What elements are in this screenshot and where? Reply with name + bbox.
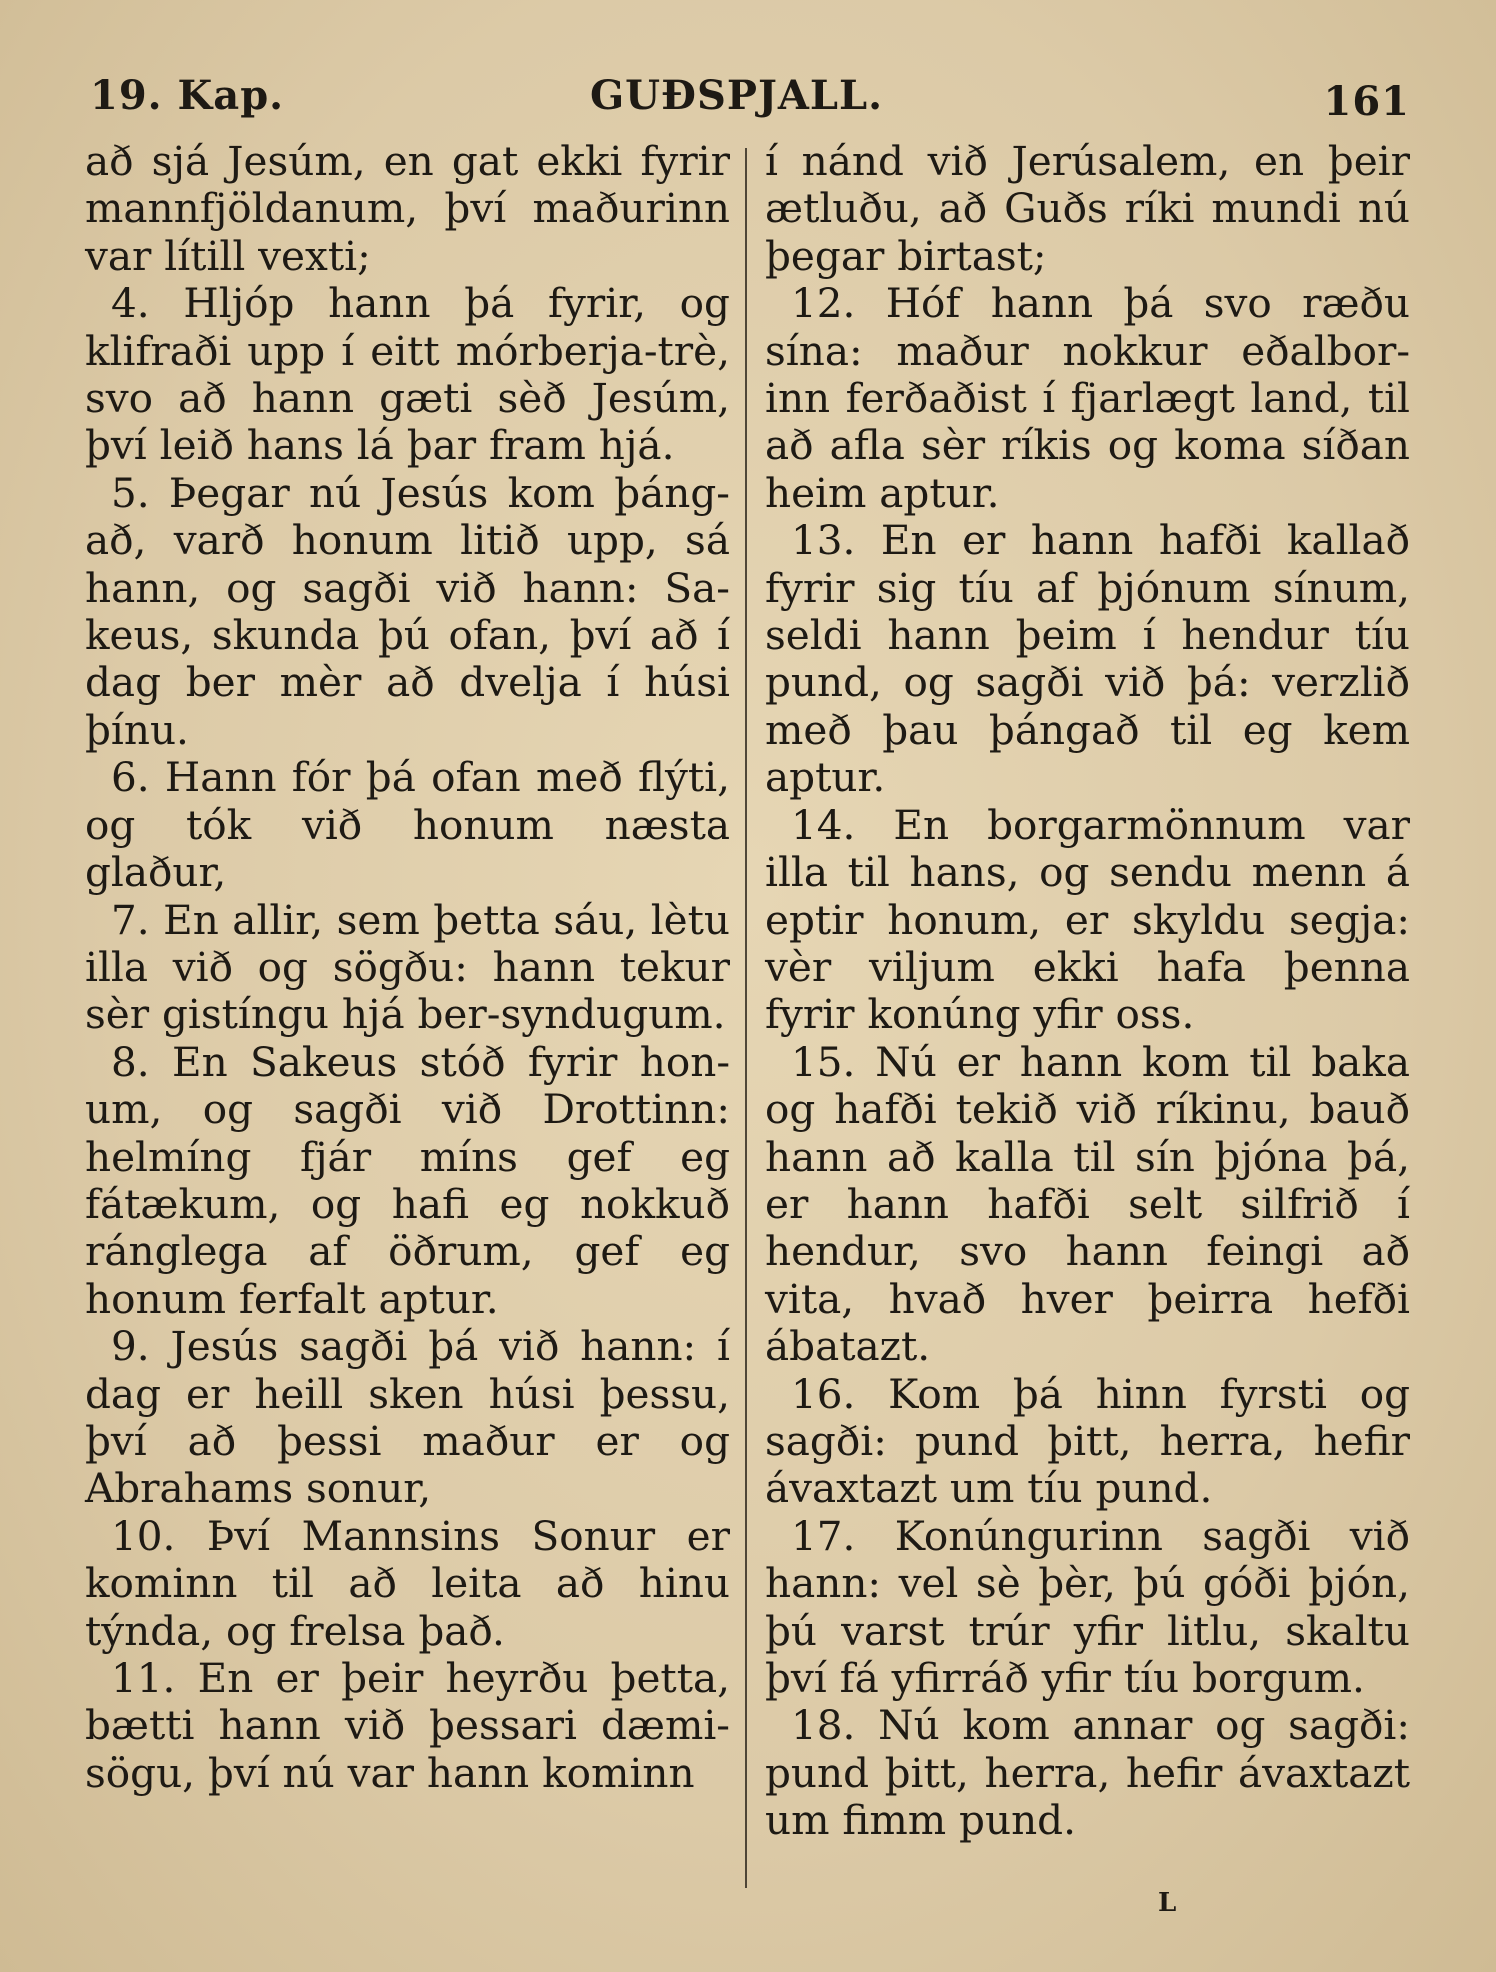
verse-paragraph: 14. En borgarmönnum var illa til hans, og sendu menn á eptir honum, er skyldu segja: vèr viljum ekki hafa þenna fyrir konúng yfir oss.: [765, 800, 1410, 1039]
verse-paragraph: 9. Jesús sagði þá við hann: í dag er heill sken húsi þessu, því að þessi maður er og Abrahams sonur,: [85, 1322, 730, 1513]
column-divider: [745, 148, 747, 1888]
verse-paragraph: 4. Hljóp hann þá fyrir, og klifraði upp í eitt mórberja-trè, svo að hann gæti sèð Jesúm, því leið hans lá þar fram hjá.: [85, 279, 730, 470]
page-number: 161: [1323, 78, 1410, 125]
verse-paragraph: 6. Hann fór þá ofan með flýti, og tók við honum næsta glaður,: [85, 753, 730, 897]
verse-paragraph: 5. Þegar nú Jesús kom þáng-að, varð honum litið upp, sá hann, og sagði við hann: Sa-keus, skunda þú ofan, því að í dag ber mèr að dvelja í húsi þínu.: [85, 468, 730, 754]
chapter-label: 19. Kap.: [90, 72, 285, 119]
verse-paragraph: að sjá Jesúm, en gat ekki fyrir mannfjöldanum, því maðurinn var lítill vexti;: [85, 137, 730, 280]
verse-paragraph: 15. Nú er hann kom til baka og hafði tekið við ríkinu, bauð hann að kalla til sín þjóna þá, er hann hafði selt silfrið í hendur, svo hann feingi að vita, hvað hver þeirra hefði ábatazt.: [765, 1037, 1410, 1371]
verse-paragraph: 12. Hóf hann þá svo ræðu sína: maður nokkur eðalbor-inn ferðaðist í fjarlægt land, til að afla sèr ríkis og koma síðan heim aptur.: [765, 279, 1410, 517]
left-text-column: [85, 138, 730, 1797]
page-title: GUÐSPJALL.: [590, 72, 884, 119]
running-head: [90, 72, 1410, 132]
verse-paragraph: 7. En allir, sem þetta sáu, lètu illa við og sögðu: hann tekur sèr gistíngu hjá ber-syndugum.: [85, 895, 730, 1039]
verse-paragraph: 18. Nú kom annar og sagði: pund þitt, herra, hefir ávaxtazt um fimm pund.: [765, 1701, 1410, 1845]
verse-paragraph: 17. Konúngurinn sagði við hann: vel sè þèr, þú góði þjón, þú varst trúr yfir litlu, skaltu því fá yfirráð yfir tíu borgum.: [765, 1511, 1410, 1702]
right-text-column: [765, 138, 1410, 1845]
verse-paragraph: 13. En er hann hafði kallað fyrir sig tíu af þjónum sínum, seldi hann þeim í hendur tíu pund, og sagði við þá: verzlið með þau þángað til eg kem aptur.: [765, 516, 1410, 802]
verse-paragraph: í nánd við Jerúsalem, en þeir ætluðu, að Guðs ríki mundi nú þegar birtast;: [765, 137, 1410, 280]
verse-paragraph: 10. Því Mannsins Sonur er kominn til að leita að hinu týnda, og frelsa það.: [85, 1511, 730, 1655]
verse-paragraph: 8. En Sakeus stóð fyrir hon-um, og sagði við Drottinn: helmíng fjár míns gef eg fátækum, og hafi eg nokkuð ránglega af öðrum, gef eg honum ferfalt aptur.: [85, 1037, 730, 1323]
verse-paragraph: 16. Kom þá hinn fyrsti og sagði: pund þitt, herra, hefir ávaxtazt um tíu pund.: [765, 1369, 1410, 1513]
signature-mark: L: [1158, 1888, 1177, 1918]
verse-paragraph: 11. En er þeir heyrðu þetta, bætti hann við þessari dæmi-sögu, því nú var hann kominn: [85, 1654, 730, 1797]
